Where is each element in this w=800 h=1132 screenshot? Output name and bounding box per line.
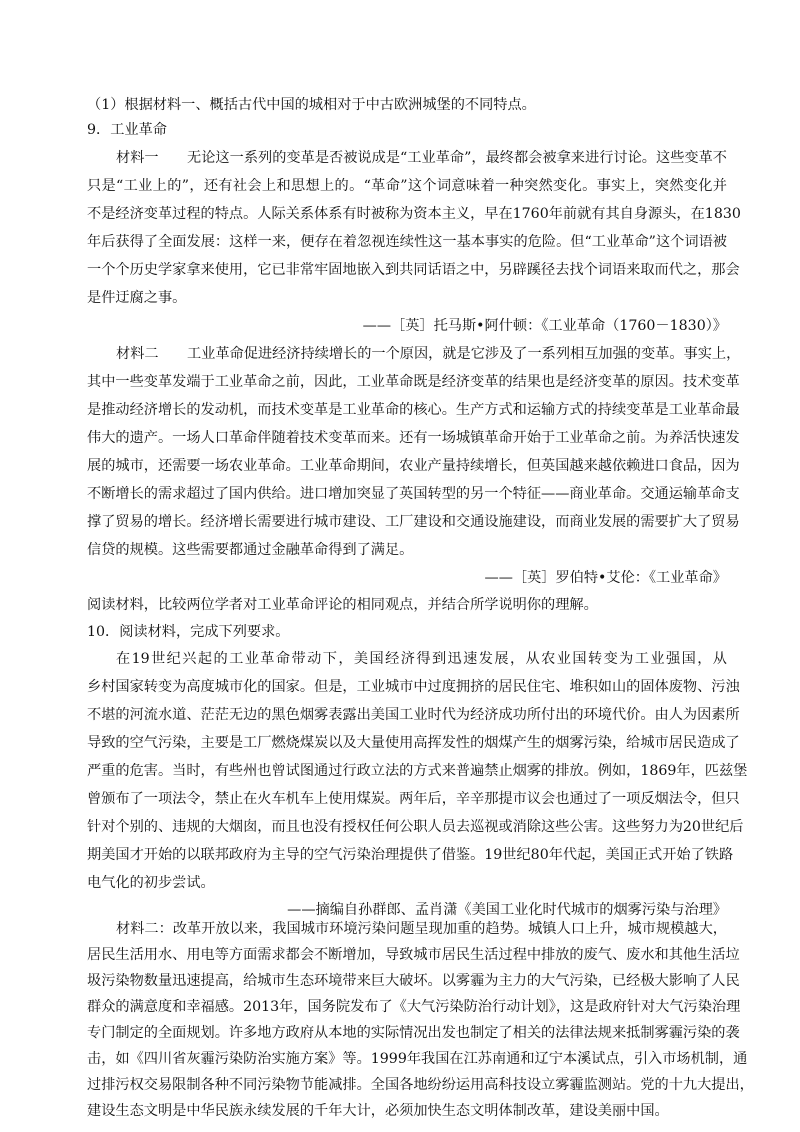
q10-material1-line: 电气化的初步尝试。 bbox=[87, 875, 215, 891]
q10-material2-line: 圾污染物数量迅速提高，给城市生态环境带来巨大破坏。以雾霾为主力的大气污染，已经极大影响了人民 bbox=[87, 973, 740, 989]
q10-material1-line: 在19世纪兴起的工业革命带动下，美国经济得到迅速发展，从农业国转变为工业强国，从 bbox=[116, 651, 727, 667]
q10-material1-line: 乡村国家转变为高度城市化的国家。但是，工业城市中过度拥挤的居民住宅、堆积如山的固体废物、污浊 bbox=[87, 679, 740, 695]
q10-material2-line: 击，如《四川省灰霾污染防治实施方案》等。1999年我国在江苏南通和辽宁本溪试点，引入市场机制，通 bbox=[87, 1051, 748, 1067]
q10-material1-line: 导致的空气污染，主要是工厂燃烧煤炭以及大量使用高挥发性的烟煤产生的烟雾污染，给城市居民造成了 bbox=[87, 735, 740, 751]
q9-material2-line: 伟大的遗产。一场人口革命伴随着技术变革而来。还有一场城镇革命开始于工业革命之前。为养活快速发 bbox=[87, 430, 740, 446]
q9-material1-line: 年后获得了全面发展：这样一来，便存在着忽视连续性这一基本事实的危险。但“工业革命”这个词语被 bbox=[87, 234, 727, 250]
q9-material1-line: 不是经济变革过程的特点。人际关系体系有时被称为资本主义，早在1760年前就有其自身源头，在1830 bbox=[87, 206, 741, 222]
q9-material2-line: 不断增长的需求超过了国内供给。进口增加突显了英国转型的另一个特征——商业革命。交通运输革命支 bbox=[87, 486, 740, 502]
q9-heading: 9．工业革命 bbox=[87, 122, 167, 138]
q9-material1-line: 是件迂腐之事。 bbox=[87, 290, 187, 306]
q10-material2-line: 建设生态文明是中华民族永续发展的千年大计，必须加快生态文明体制改革，建设美丽中国。 bbox=[87, 1103, 669, 1119]
q9-material2-line: 材料二 工业革命促进经济持续增长的一个原因，就是它涉及了一系列相互加强的变革。事实上， bbox=[116, 346, 741, 362]
q10-material2-line: 居民生活用水、用电等方面需求都会不断增加，导致城市居民生活过程中排放的废气、废水和其他生活垃 bbox=[87, 947, 740, 963]
q9-material2-line: 其中一些变革发端于工业革命之前，因此，工业革命既是经济变革的结果也是经济变革的原因。技术变革 bbox=[87, 374, 740, 390]
q9-question: 阅读材料，比较两位学者对工业革命评论的相同观点，并结合所学说明你的理解。 bbox=[87, 597, 598, 613]
q9-material2-line: 展的城市，还需要一场农业革命。工业革命期间，农业产量持续增长，但英国越来越依赖进口食品，因为 bbox=[87, 458, 740, 474]
q9-material2-line: 是推动经济增长的发动机，而技术变革是工业革命的核心。生产方式和运输方式的持续变革是工业革命最 bbox=[87, 402, 740, 418]
q10-material1-line: 不堪的河流水道、茫茫无边的黑色烟雾表露出美国工业时代为经济成功所付出的环境代价。由人为因素所 bbox=[87, 707, 740, 723]
q9-material1-line: 一个个历史学家拿来使用，它已非常牢固地嵌入到共同话语之中，另辟蹊径去找个词语来取而代之，那会 bbox=[87, 262, 740, 278]
q10-material2-line: 过排污权交易限制各种不同污染物节能减排。全国各地纷纷运用高科技设立雾霾监测站。党的十九大提出， bbox=[87, 1077, 754, 1093]
q8-subquestion-1: （1）根据材料一、概括古代中国的城相对于中古欧洲城堡的不同特点。 bbox=[87, 97, 536, 113]
q10-heading: 10．阅读材料，完成下列要求。 bbox=[87, 624, 290, 640]
q9-material2-line: 信贷的规模。这些需要都通过金融革命得到了满足。 bbox=[87, 542, 414, 558]
q9-material1-line: 只是“工业上的”，还有社会上和思想上的。“革命”这个词意味着一种突然变化。事实上，突然变化并 bbox=[87, 178, 727, 194]
q9-material1-line: 材料一 无论这一系列的变革是否被说成是“工业革命”，最终都会被拿来进行讨论。这些变革不 bbox=[116, 150, 727, 166]
q9-material2-source: ——［英］罗伯特•艾伦：《工业革命》 bbox=[484, 570, 727, 586]
q10-material2-line: 群众的满意度和幸福感。2013年，国务院发布了《大气污染防治行动计划》，这是政府针对大气污染治理 bbox=[87, 999, 741, 1015]
q10-material1-line: 严重的危害。当时，有些州也曾试图通过行政立法的方式来普遍禁止烟雾的排放。例如，1869年，匹兹堡 bbox=[87, 763, 748, 779]
q10-material1-line: 期美国才开始的以联邦政府为主导的空气污染治理提供了借鉴。19世纪80年代起，美国正式开始了铁路 bbox=[87, 847, 734, 863]
q9-material2-line: 撑了贸易的增长。经济增长需要进行城市建设、工厂建设和交通设施建设，而商业发展的需要扩大了贸易 bbox=[87, 514, 740, 530]
q10-material1-line: 曾颁布了一项法令，禁止在火车机车上使用煤炭。两年后，辛辛那提市议会也通过了一项反烟法令，但只 bbox=[87, 791, 740, 807]
q9-material1-source: ——［英］托马斯•阿什顿：《工业革命（1760－1830）》 bbox=[362, 318, 727, 334]
q10-material2-line: 材料二：改革开放以来，我国城市环境污染问题呈现加重的趋势。城镇人口上升，城市规模越大， bbox=[116, 921, 727, 937]
q10-material1-line: 针对个别的、违规的大烟囱，而且也没有授权任何公职人员去巡视或消除这些公害。这些努力为20世纪后 bbox=[87, 819, 744, 835]
q10-material1-source: ——摘编自孙群郎、孟肖潇《美国工业化时代城市的烟雾污染与治理》 bbox=[287, 902, 727, 918]
q10-material2-line: 专门制定的全面规划。许多地方政府从本地的实际情况出发也制定了相关的法律法规来抵制雾霾污染的袭 bbox=[87, 1025, 740, 1041]
